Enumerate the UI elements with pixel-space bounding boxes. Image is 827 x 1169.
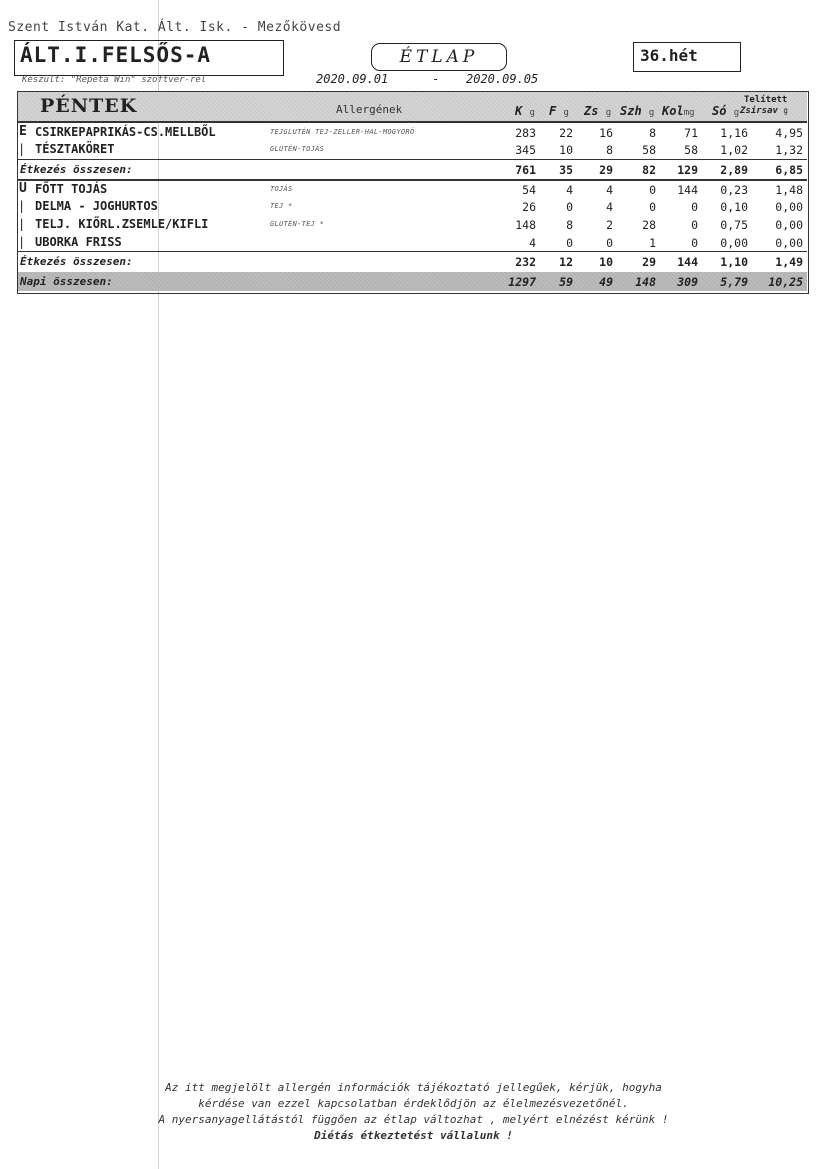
value-cell: 58 [642, 143, 656, 157]
value-cell: 0,00 [775, 236, 803, 250]
meal-code-e: E [19, 124, 27, 139]
col-header-k: K g [515, 104, 535, 118]
date-from: 2020.09.01 [316, 72, 389, 86]
daily-total-label: Napi összesen: [20, 275, 113, 288]
value-cell: 16 [599, 126, 613, 140]
value-cell: 761 [515, 163, 536, 177]
footer-line-1: Az itt megjelölt allergén információk tájékoztató jellegűek, kérjük, hogyha [165, 1081, 662, 1094]
value-cell: 0,00 [775, 200, 803, 214]
item-name: TÉSZTAKÖRET [35, 142, 115, 156]
software-note: Készült: "Repeta Win" szoftver-rel [22, 75, 207, 85]
value-cell: 0,00 [775, 218, 803, 232]
col-header-satfat-2: Zsírsav g [740, 106, 788, 116]
value-cell: 29 [642, 255, 656, 269]
value-cell: 26 [522, 200, 536, 214]
value-cell: 8 [566, 218, 573, 232]
footer-line-4: Diétás étkeztetést vállalunk ! [314, 1129, 513, 1142]
value-cell: 10 [559, 143, 573, 157]
col-header-kol: Kolmg [662, 104, 695, 118]
value-cell: 1,16 [720, 126, 748, 140]
row-tick: | [18, 199, 26, 213]
item-allergens: TEJGLUTÉN TEJ-ZELLER-HAL-MOGYORÓ [270, 128, 415, 136]
value-cell: 0,10 [720, 200, 748, 214]
value-cell: 5,79 [720, 275, 748, 289]
value-cell: 0,00 [720, 236, 748, 250]
item-allergens: GLUTÉN-TEJ * [270, 220, 325, 228]
value-cell: 0 [606, 236, 613, 250]
item-name: CSIRKEPAPRIKÁS-CS.MELLBŐL [35, 125, 216, 139]
row-divider [18, 159, 807, 160]
value-cell: 309 [677, 275, 698, 289]
item-name: FŐTT TOJÁS [35, 182, 108, 196]
value-cell: 28 [642, 218, 656, 232]
value-cell: 4 [606, 200, 613, 214]
meal-total-label: Étkezés összesen: [20, 255, 133, 268]
row-tick: | [18, 217, 26, 231]
item-name: DELMA - JOGHURTOS [35, 199, 158, 213]
meal-divider [18, 179, 807, 181]
row-divider [18, 251, 807, 252]
value-cell: 4 [529, 236, 536, 250]
value-cell: 10 [599, 255, 613, 269]
value-cell: 2 [606, 218, 613, 232]
week-number: 36.hét [640, 46, 698, 65]
row-tick: | [18, 142, 26, 156]
header-divider [18, 121, 807, 123]
col-header-szh: Szh g [620, 104, 655, 118]
value-cell: 58 [684, 143, 698, 157]
value-cell: 4,95 [775, 126, 803, 140]
value-cell: 129 [677, 163, 698, 177]
item-name: UBORKA FRISS [35, 235, 122, 249]
value-cell: 22 [559, 126, 573, 140]
value-cell: 29 [599, 163, 613, 177]
value-cell: 49 [599, 275, 613, 289]
value-cell: 1 [649, 236, 656, 250]
value-cell: 148 [635, 275, 656, 289]
allergens-header: Allergének [336, 103, 403, 116]
date-to: 2020.09.05 [466, 72, 539, 86]
menu-title: ÉTLAP [371, 43, 507, 71]
value-cell: 1,10 [720, 255, 748, 269]
school-name: Szent István Kat. Ált. Isk. - Mezőkövesd [8, 20, 342, 35]
value-cell: 54 [522, 183, 536, 197]
col-header-so: Só g [712, 104, 740, 118]
col-header-zs: Zs g [584, 104, 612, 118]
footer-line-2: kérdése van ezzel kapcsolatban érdeklődjön az élelmezésvezetőnél. [198, 1097, 629, 1110]
meal-total-label: Étkezés összesen: [20, 163, 133, 176]
value-cell: 10,25 [768, 275, 803, 289]
value-cell: 0,75 [720, 218, 748, 232]
value-cell: 0 [691, 200, 698, 214]
value-cell: 0 [649, 183, 656, 197]
value-cell: 1297 [508, 275, 536, 289]
meal-code-u: U [19, 181, 27, 196]
value-cell: 6,85 [775, 163, 803, 177]
row-tick: | [18, 235, 26, 249]
item-allergens: TOJÁS [270, 185, 293, 193]
value-cell: 4 [606, 183, 613, 197]
value-cell: 59 [559, 275, 573, 289]
value-cell: 1,02 [720, 143, 748, 157]
value-cell: 0 [691, 218, 698, 232]
col-header-satfat-1: Telített [744, 95, 788, 105]
item-name: TELJ. KIŐRL.ZSEMLE/KIFLI [35, 217, 209, 231]
value-cell: 0 [649, 200, 656, 214]
day-name: PÉNTEK [40, 95, 138, 117]
value-cell: 1,49 [775, 255, 803, 269]
date-dash: - [432, 72, 440, 86]
value-cell: 0,23 [720, 183, 748, 197]
value-cell: 8 [606, 143, 613, 157]
value-cell: 71 [684, 126, 698, 140]
value-cell: 144 [677, 255, 698, 269]
value-cell: 4 [566, 183, 573, 197]
value-cell: 232 [515, 255, 536, 269]
value-cell: 0 [566, 200, 573, 214]
value-cell: 35 [559, 163, 573, 177]
value-cell: 0 [691, 236, 698, 250]
class-name: ÁLT.I.FELSŐS-A [20, 43, 212, 67]
value-cell: 283 [515, 126, 536, 140]
value-cell: 8 [649, 126, 656, 140]
value-cell: 1,32 [775, 143, 803, 157]
value-cell: 148 [515, 218, 536, 232]
value-cell: 0 [566, 236, 573, 250]
value-cell: 82 [642, 163, 656, 177]
col-header-f: F g [549, 104, 569, 118]
value-cell: 12 [559, 255, 573, 269]
value-cell: 2,89 [720, 163, 748, 177]
item-allergens: GLUTÉN-TOJÁS [270, 145, 325, 153]
value-cell: 1,48 [775, 183, 803, 197]
value-cell: 345 [515, 143, 536, 157]
item-allergens: TEJ * [270, 202, 293, 210]
value-cell: 144 [677, 183, 698, 197]
footer-line-3: A nyersanyagellátástól függően az étlap változhat , melyért elnézést kérünk ! [158, 1113, 669, 1126]
